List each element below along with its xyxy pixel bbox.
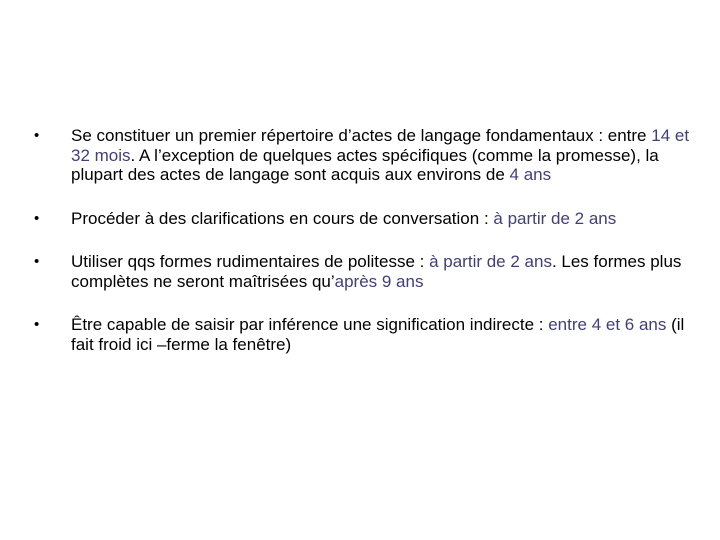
highlighted-age: 14 et 32 mois bbox=[71, 126, 690, 165]
bullet-icon: • bbox=[34, 209, 40, 227]
bullet-icon: • bbox=[34, 253, 40, 270]
bullet-item-2 bbox=[34, 209, 694, 229]
bullet-icon: • bbox=[34, 127, 40, 144]
highlighted-age: entre 4 et 6 ans bbox=[548, 315, 667, 334]
text-segment: . Les formes plus complètes ne seront maîtrisées qu’ bbox=[71, 252, 682, 291]
text-segment: Utiliser qqs formes rudimentaires de politesse : bbox=[71, 252, 430, 271]
text-segment: Procéder à des clarifications en cours de conversation : bbox=[71, 208, 494, 228]
bullet-item-1 bbox=[34, 126, 694, 185]
highlighted-age: à partir de 2 ans bbox=[493, 208, 617, 228]
bullet-item-4 bbox=[34, 315, 694, 354]
bullet-text bbox=[71, 315, 684, 354]
highlighted-age: après 9 ans bbox=[334, 271, 424, 291]
text-segment: (il fait froid ici –ferme la fenêtre) bbox=[71, 315, 685, 354]
bullet-text bbox=[71, 209, 616, 228]
bullet-text bbox=[71, 126, 689, 184]
bullet-list bbox=[34, 126, 694, 378]
text-segment: Être capable de saisir par inférence une signification indirecte : bbox=[71, 315, 549, 334]
text-segment: . A l’exception de quelques actes spécifiques (comme la promesse), la plupart des actes de langage sont acquis aux environs de bbox=[71, 145, 659, 184]
bullet-icon: • bbox=[34, 316, 40, 333]
bullet-item-3 bbox=[34, 252, 694, 291]
highlighted-age: à partir de 2 ans bbox=[429, 252, 552, 271]
text-segment: Se constituer un premier répertoire d’actes de langage fondamentaux : entre bbox=[71, 126, 652, 145]
highlighted-age: 4 ans bbox=[509, 165, 552, 184]
bullet-text bbox=[71, 252, 681, 291]
